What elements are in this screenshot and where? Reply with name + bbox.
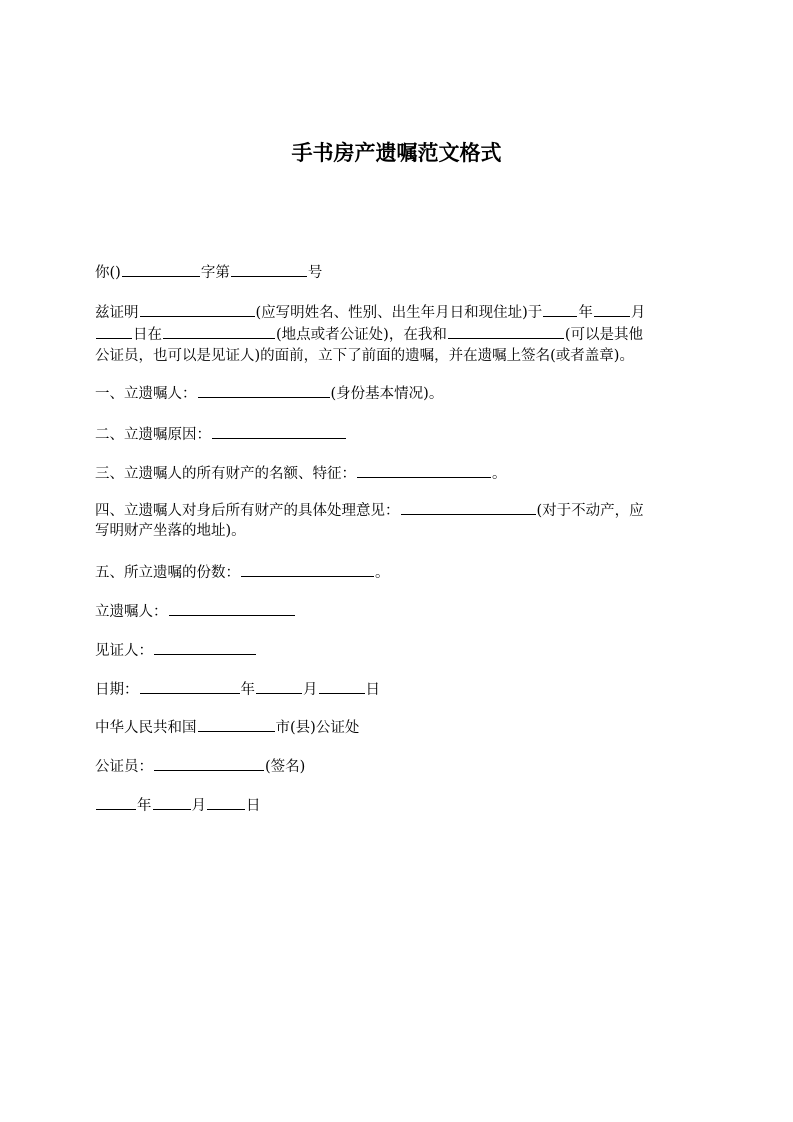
- line-document-number: [95, 261, 695, 284]
- line-notary-office: [95, 716, 695, 739]
- item-disposal-line-2: [95, 520, 695, 542]
- witness-label: 见证人：: [95, 643, 153, 659]
- item2-label: 二、立遗嘱原因：: [95, 427, 211, 443]
- label-para-end: 公证员，也可以是见证人)的面前，立下了前面的遗嘱，并在遗嘱上签名(或者盖章)。: [95, 348, 634, 364]
- date-month: 月: [303, 682, 318, 698]
- item-testator: [95, 382, 695, 405]
- item-disposal-line-1: [95, 499, 695, 522]
- blank-field[interactable]: [140, 678, 240, 694]
- notary-label: 公证员：: [95, 759, 153, 775]
- item-reason: [95, 423, 695, 446]
- date-day: 日: [365, 682, 380, 698]
- item4-label: 四、立遗嘱人对身后所有财产的具体处理意见：: [95, 503, 400, 519]
- blank-field[interactable]: [256, 678, 302, 694]
- label-hao: 号: [307, 265, 323, 281]
- item1-note: (身份基本情况)。: [330, 386, 444, 402]
- blank-field[interactable]: [96, 323, 132, 339]
- notary-sign-note: (签名): [265, 759, 306, 775]
- notary-office-label: 市(县)公证处: [275, 720, 360, 736]
- line-notary-sign: [95, 755, 695, 778]
- line-final-date: [95, 794, 695, 817]
- blank-field[interactable]: [231, 261, 307, 277]
- blank-field[interactable]: [401, 499, 536, 515]
- para-line-2: [95, 323, 695, 346]
- item5-end: 。: [375, 565, 390, 581]
- para-line-3: [95, 345, 695, 367]
- final-year: 年: [137, 798, 152, 814]
- label-zidi: 字第: [200, 265, 230, 281]
- blank-field[interactable]: [198, 382, 330, 398]
- item3-end: 。: [492, 466, 507, 482]
- notary-country: 中华人民共和国: [95, 720, 197, 736]
- blank-field[interactable]: [212, 423, 346, 439]
- item4-note: (对于不动产，应: [536, 503, 644, 519]
- label-other: (可以是其他: [564, 327, 643, 343]
- item-property: [95, 462, 695, 485]
- document-title: 手书房产遗嘱范文格式: [291, 141, 502, 165]
- label-zhengming: 兹证明: [95, 305, 139, 321]
- blank-field[interactable]: [154, 639, 256, 655]
- blank-field[interactable]: [154, 755, 264, 771]
- label-place: (地点或者公证处)，在我和: [276, 327, 447, 343]
- blank-field[interactable]: [153, 794, 191, 810]
- blank-field[interactable]: [140, 301, 255, 317]
- testator-label: 立遗嘱人：: [95, 604, 168, 620]
- item4-note-end: 写明财产坐落的地址)。: [95, 523, 246, 539]
- para-line-1: [95, 301, 695, 324]
- label-ni: 你(): [95, 265, 121, 281]
- blank-field[interactable]: [207, 794, 245, 810]
- label-month: 月: [630, 305, 646, 321]
- item1-label: 一、立遗嘱人：: [95, 386, 197, 402]
- blank-field[interactable]: [543, 301, 577, 317]
- blank-field[interactable]: [357, 462, 491, 478]
- line-witness-sign: [95, 639, 695, 662]
- blank-field[interactable]: [594, 301, 630, 317]
- final-month: 月: [191, 798, 206, 814]
- final-day: 日: [246, 798, 261, 814]
- line-testator-sign: [95, 600, 695, 623]
- date-year: 年: [240, 682, 255, 698]
- blank-field[interactable]: [163, 323, 275, 339]
- label-day-at: 日在: [133, 327, 162, 343]
- label-year: 年: [578, 305, 593, 321]
- blank-field[interactable]: [198, 716, 275, 732]
- blank-field[interactable]: [122, 261, 200, 277]
- blank-field[interactable]: [169, 600, 295, 616]
- date-label: 日期：: [95, 682, 139, 698]
- blank-field[interactable]: [96, 794, 136, 810]
- item-copies: [95, 561, 695, 584]
- label-instruction: (应写明姓名、性别、出生年月日和现住址)于: [255, 305, 543, 321]
- blank-field[interactable]: [319, 678, 365, 694]
- item3-label: 三、立遗嘱人的所有财产的名额、特征：: [95, 466, 356, 482]
- blank-field[interactable]: [448, 323, 564, 339]
- line-date: [95, 678, 695, 701]
- item5-label: 五、所立遗嘱的份数：: [95, 565, 240, 581]
- blank-field[interactable]: [241, 561, 374, 577]
